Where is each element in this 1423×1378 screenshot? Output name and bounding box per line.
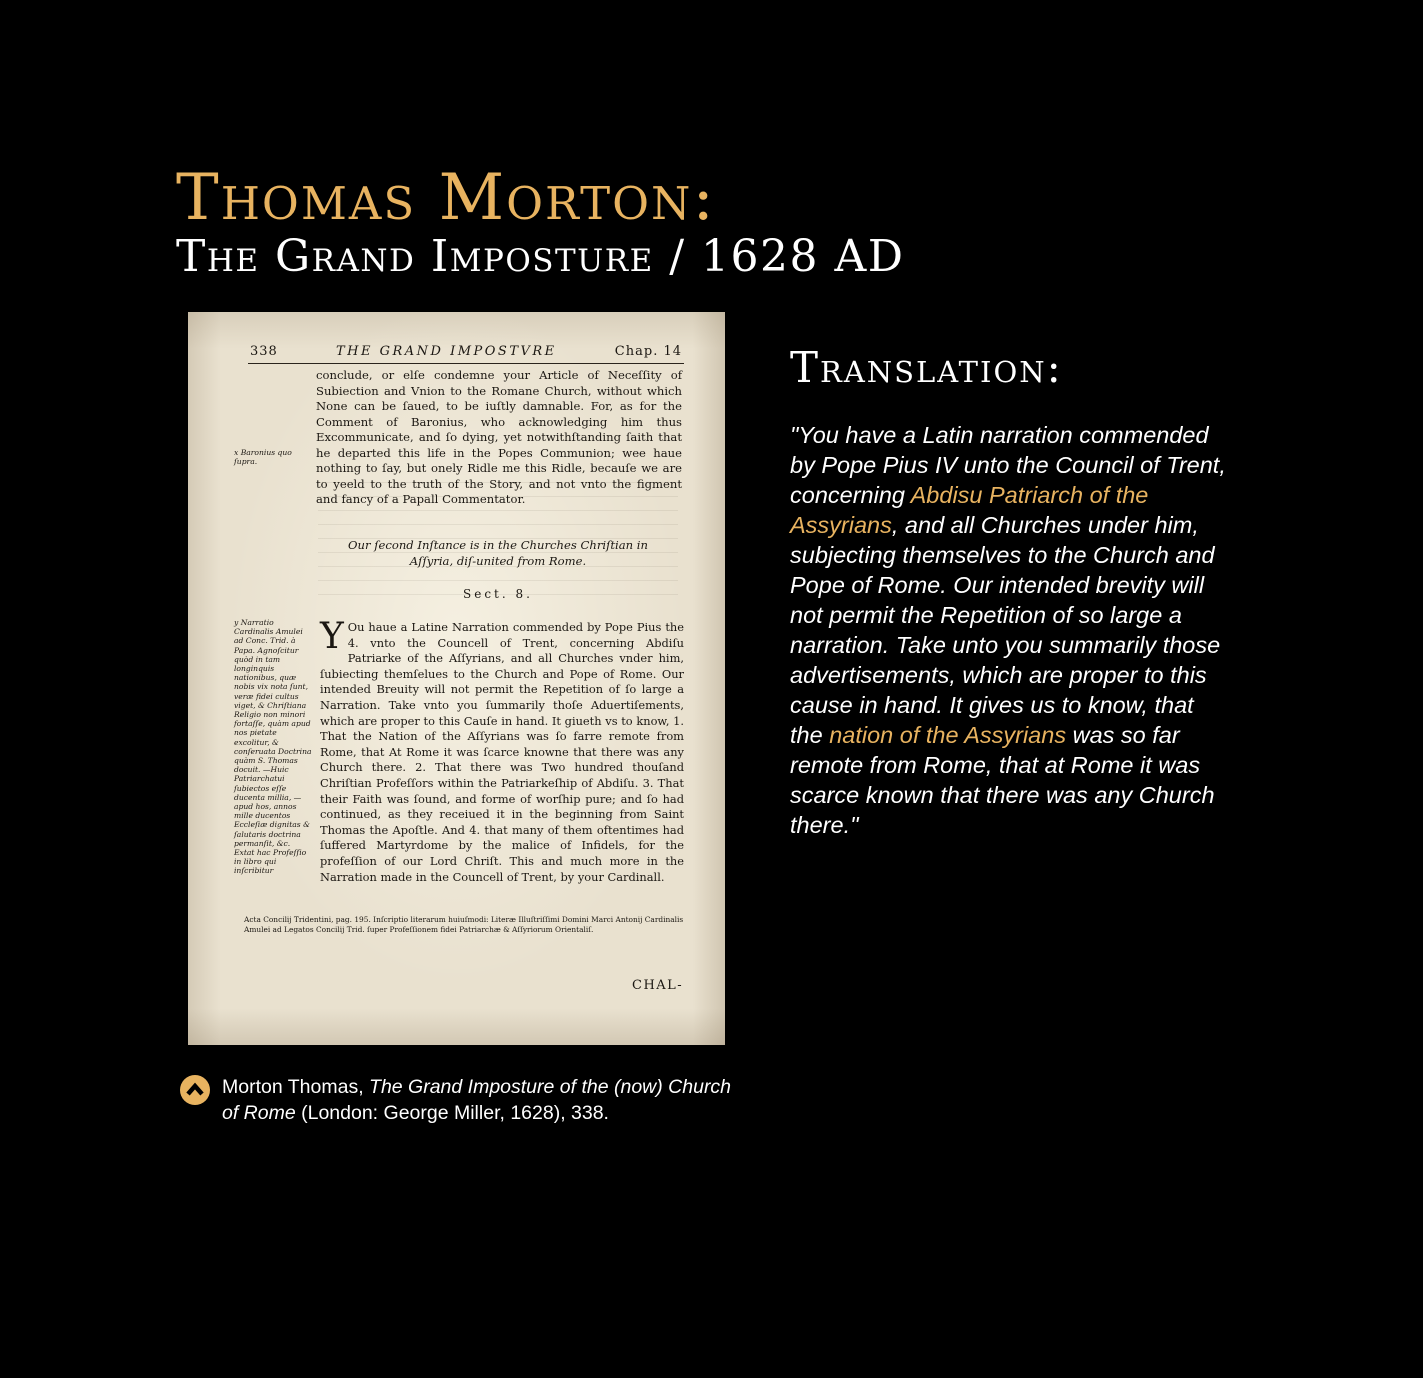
citation-publication: (London: George Miller, 1628), 338.	[295, 1102, 609, 1124]
scan-page-number: 338	[250, 344, 278, 359]
scan-narration-text: Ou haue a Latine Narration commended by Pope Pius the 4. vnto the Councell of Trent, concerning Abdiſu Patriarke of the Aſſyrians, and all Churches vnder him, ſubiecting themſelues to the Church and Pope of Rome. Our intended Breuity will not permit the Repetition of ſo large a Narration. Take vnto you ſummarily thoſe Aduertiſements, which are proper to this Cauſe in hand. It giueth vs to know, 1. That the Nation of the Aſſyrians was ſo farre remote from Rome, that At Rome it was ſcarce knowne that there was any Church there. 2. That there was Two hundred thouſand Chriſtian Profeſſors within the Patriarkeſhip of Abdiſu. 3. That their Faith was ſound, and forme of worſhip pure; and ſo had continued, as they receiued it in the beginning from Saint Thomas the Apoſtle. And 4. that many of them oftentimes had ſuffered Martyrdome by the malice of Infidels, for the profeſſion of our Lord Chriſt. This and much more in the Narration made in the Councell of Trent, by your Cardinall.	[320, 620, 684, 884]
scan-instance-heading	[308, 537, 688, 569]
scan-drop-cap: Y	[320, 616, 344, 657]
quote-text: , and all Churches under him, subjecting themselves to the Church and Pope of Rome. Our intended brevity will not permit the Repetition of so large a narration. Take unto you summarily those advertisements, which are proper to this cause in hand. It gives us to know, that the	[790, 512, 1221, 748]
book-page-scan	[188, 312, 725, 1045]
citation	[180, 1074, 742, 1126]
translation-quote	[790, 420, 1226, 840]
scan-body-paragraph: conclude, or elſe condemne your Article of Neceſſity of Subiection and Vnion to the Romane Church, without which None can be ſaued, to be iuſtly damnable. For, as for the Comment of Baronius, who acknowledging him thus Excommunicate, and ſo dying, yet notwithſtanding ſaith that he departed this life in the Popes Communion; wee haue nothing to ſay, but onely Ridle me this Ridle, becauſe we are to yeeld to the truth of the Story, and not vnto the figment and fancy of a Papall Commentator.	[316, 368, 682, 506]
translation-panel	[790, 344, 1230, 840]
scan-narration-paragraph	[320, 616, 684, 885]
scan-running-head	[250, 344, 682, 359]
scan-chapter: Chap. 14	[614, 344, 682, 359]
page-subtitle: The Grand Imposture / 1628 AD	[176, 231, 905, 282]
scan-catchword: CHAL-	[632, 978, 684, 993]
citation-author: Morton Thomas,	[222, 1076, 370, 1098]
translation-heading: Translation:	[790, 343, 1063, 392]
scan-footnote: Acta Concilij Tridentini, pag. 195. Inſcriptio literarum huiuſmodi: Literæ Illuſtriſſimi Domini Marci Antonij Cardinalis Amulei ad Legatos Concilij Trid. ſuper Profeſſionem fidei Patriarchæ & Aſſyriorum Orientaliſ.	[244, 915, 684, 934]
quote-highlight: Abdisu Patriarch of the Assyrians	[790, 482, 1149, 538]
scan-running-title: THE GRAND IMPOSTVRE	[335, 344, 557, 359]
scan-margin-note: x Baronius quo ſupra.	[234, 448, 292, 467]
quote-text: was so far remote from Rome, that at Rome it was scarce known that there was any Church there."	[790, 722, 1215, 838]
scan-header-rule	[248, 363, 684, 364]
citation-work-title: The Grand Imposture of the (now) Church of Rome	[222, 1076, 732, 1124]
scan-instance-line: Aſſyria, diſ-united from Rome.	[409, 554, 587, 568]
scan-instance-line: Our ſecond Inſtance is in the Churches Chriſtian in	[348, 538, 648, 552]
citation-text	[222, 1074, 742, 1126]
page-title: Thomas Morton:	[176, 161, 716, 235]
chevron-up-icon[interactable]	[180, 1075, 210, 1105]
quote-text: "You have a Latin narration commended by Pope Pius IV unto the Council of Trent, concerning	[790, 422, 1226, 508]
quote-highlight: nation of the Assyrians	[829, 722, 1067, 748]
title-block	[176, 161, 905, 282]
scan-section-heading: Sect. 8.	[463, 587, 533, 601]
scan-margin-note: y Narratio Cardinalis Amulei ad Conc. Trid. à Papa. Agnoſcitur quòd in tam longinquis nationibus, quæ nobis vix nota ſunt, veræ fidei cultus viget, & Chriſtiana Religio non minori fortaſſe, quàm apud nos pietate excolitur, & conſeruata Doctrina quàm S. Thomas docuit. —Huic Patriarchatui ſubiectos eſſe ducenta millia, —apud hos, annos mille ducentos Eccleſiæ dignitas & ſalutaris doctrina permanſit, &c. Extat hac Profeſſio in libro qui inſcribitur	[234, 618, 312, 876]
